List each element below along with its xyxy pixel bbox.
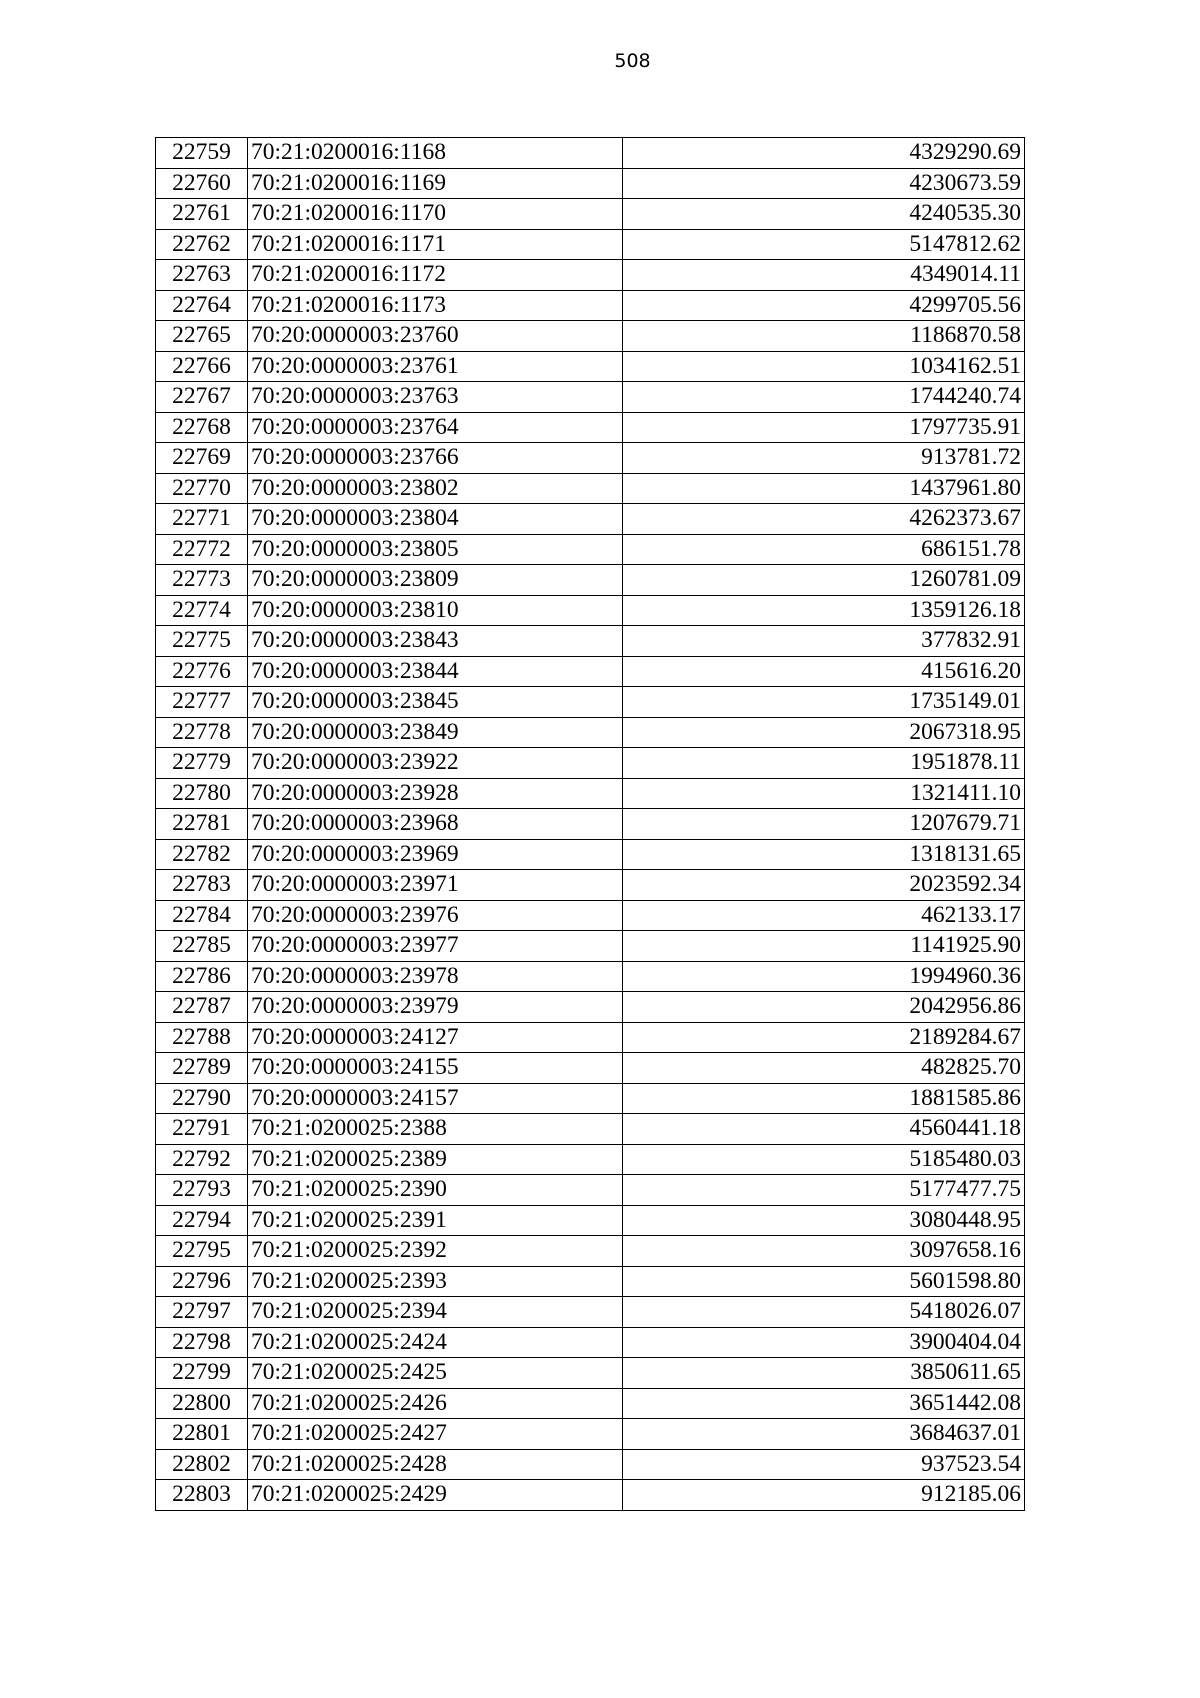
row-number: 22762 [156, 229, 248, 260]
row-number: 22803 [156, 1480, 248, 1511]
cadastral-value: 4299705.56 [623, 290, 1025, 321]
table-row [156, 1175, 1025, 1206]
row-number: 22777 [156, 687, 248, 718]
table-row [156, 656, 1025, 687]
table-row [156, 473, 1025, 504]
row-number: 22769 [156, 443, 248, 474]
cadastral-value: 4349014.11 [623, 260, 1025, 291]
cadastral-value: 1034162.51 [623, 351, 1025, 382]
table-row [156, 839, 1025, 870]
row-number: 22784 [156, 900, 248, 931]
table-row [156, 290, 1025, 321]
cadastral-number: 70:20:0000003:23760 [248, 321, 623, 352]
row-number: 22771 [156, 504, 248, 535]
cadastral-value: 1735149.01 [623, 687, 1025, 718]
cadastral-value: 4262373.67 [623, 504, 1025, 535]
row-number: 22770 [156, 473, 248, 504]
cadastral-value: 1260781.09 [623, 565, 1025, 596]
row-number: 22768 [156, 412, 248, 443]
table-row [156, 1236, 1025, 1267]
cadastral-number: 70:20:0000003:23844 [248, 656, 623, 687]
cadastral-value: 5418026.07 [623, 1297, 1025, 1328]
cadastral-number: 70:21:0200025:2393 [248, 1266, 623, 1297]
cadastral-number: 70:21:0200016:1172 [248, 260, 623, 291]
row-number: 22759 [156, 138, 248, 169]
table-row [156, 961, 1025, 992]
cadastral-value: 2067318.95 [623, 717, 1025, 748]
cadastral-value: 415616.20 [623, 656, 1025, 687]
cadastral-number: 70:20:0000003:23849 [248, 717, 623, 748]
cadastral-value: 4230673.59 [623, 168, 1025, 199]
table-row [156, 534, 1025, 565]
cadastral-number: 70:21:0200025:2429 [248, 1480, 623, 1511]
cadastral-value: 1744240.74 [623, 382, 1025, 413]
row-number: 22795 [156, 1236, 248, 1267]
table-row [156, 809, 1025, 840]
cadastral-value: 1186870.58 [623, 321, 1025, 352]
cadastral-number: 70:21:0200025:2427 [248, 1419, 623, 1450]
cadastral-number: 70:20:0000003:23845 [248, 687, 623, 718]
row-number: 22798 [156, 1327, 248, 1358]
table-body [156, 138, 1025, 1511]
cadastral-value: 1321411.10 [623, 778, 1025, 809]
table-row [156, 1114, 1025, 1145]
cadastral-number: 70:20:0000003:23761 [248, 351, 623, 382]
cadastral-number: 70:21:0200016:1168 [248, 138, 623, 169]
table-row [156, 1480, 1025, 1511]
cadastral-number: 70:21:0200025:2389 [248, 1144, 623, 1175]
table-row [156, 1022, 1025, 1053]
cadastral-value: 1437961.80 [623, 473, 1025, 504]
table-row [156, 443, 1025, 474]
cadastral-number: 70:20:0000003:23978 [248, 961, 623, 992]
cadastral-value: 4240535.30 [623, 199, 1025, 230]
cadastral-value: 3080448.95 [623, 1205, 1025, 1236]
row-number: 22775 [156, 626, 248, 657]
row-number: 22772 [156, 534, 248, 565]
table-row [156, 992, 1025, 1023]
row-number: 22794 [156, 1205, 248, 1236]
table-row [156, 931, 1025, 962]
row-number: 22787 [156, 992, 248, 1023]
row-number: 22782 [156, 839, 248, 870]
cadastral-number: 70:21:0200025:2428 [248, 1449, 623, 1480]
cadastral-value: 2023592.34 [623, 870, 1025, 901]
row-number: 22778 [156, 717, 248, 748]
cadastral-value: 5147812.62 [623, 229, 1025, 260]
table-row [156, 1144, 1025, 1175]
cadastral-number: 70:21:0200016:1171 [248, 229, 623, 260]
cadastral-value: 686151.78 [623, 534, 1025, 565]
cadastral-value: 1881585.86 [623, 1083, 1025, 1114]
row-number: 22801 [156, 1419, 248, 1450]
cadastral-number: 70:20:0000003:23971 [248, 870, 623, 901]
cadastral-value: 462133.17 [623, 900, 1025, 931]
table-row [156, 382, 1025, 413]
cadastral-value: 377832.91 [623, 626, 1025, 657]
table-row [156, 260, 1025, 291]
cadastral-value: 3900404.04 [623, 1327, 1025, 1358]
row-number: 22790 [156, 1083, 248, 1114]
cadastral-value: 1141925.90 [623, 931, 1025, 962]
row-number: 22781 [156, 809, 248, 840]
table-row [156, 1449, 1025, 1480]
cadastral-number: 70:20:0000003:24157 [248, 1083, 623, 1114]
cadastral-value: 1359126.18 [623, 595, 1025, 626]
cadastral-number: 70:21:0200016:1173 [248, 290, 623, 321]
cadastral-number: 70:20:0000003:23976 [248, 900, 623, 931]
row-number: 22774 [156, 595, 248, 626]
row-number: 22792 [156, 1144, 248, 1175]
cadastral-value: 3651442.08 [623, 1388, 1025, 1419]
row-number: 22788 [156, 1022, 248, 1053]
cadastral-number: 70:20:0000003:23809 [248, 565, 623, 596]
cadastral-number: 70:21:0200016:1169 [248, 168, 623, 199]
table-row [156, 1083, 1025, 1114]
cadastral-number: 70:20:0000003:23977 [248, 931, 623, 962]
cadastral-number: 70:20:0000003:23928 [248, 778, 623, 809]
cadastral-number: 70:20:0000003:23804 [248, 504, 623, 535]
table-row [156, 778, 1025, 809]
cadastral-number: 70:21:0200025:2391 [248, 1205, 623, 1236]
row-number: 22802 [156, 1449, 248, 1480]
row-number: 22761 [156, 199, 248, 230]
row-number: 22785 [156, 931, 248, 962]
cadastral-number: 70:20:0000003:23766 [248, 443, 623, 474]
row-number: 22799 [156, 1358, 248, 1389]
table-row [156, 1327, 1025, 1358]
cadastral-number: 70:20:0000003:23764 [248, 412, 623, 443]
cadastral-value: 5601598.80 [623, 1266, 1025, 1297]
row-number: 22764 [156, 290, 248, 321]
cadastral-value: 1994960.36 [623, 961, 1025, 992]
cadastral-value: 3097658.16 [623, 1236, 1025, 1267]
cadastral-number: 70:21:0200025:2394 [248, 1297, 623, 1328]
table-row [156, 138, 1025, 169]
cadastral-value: 912185.06 [623, 1480, 1025, 1511]
cadastral-value: 3850611.65 [623, 1358, 1025, 1389]
table-row [156, 748, 1025, 779]
cadastral-number: 70:21:0200025:2425 [248, 1358, 623, 1389]
table-row [156, 1297, 1025, 1328]
row-number: 22796 [156, 1266, 248, 1297]
table-row [156, 626, 1025, 657]
row-number: 22776 [156, 656, 248, 687]
row-number: 22763 [156, 260, 248, 291]
cadastral-value: 1318131.65 [623, 839, 1025, 870]
table-row [156, 351, 1025, 382]
table-row [156, 1205, 1025, 1236]
row-number: 22800 [156, 1388, 248, 1419]
row-number: 22765 [156, 321, 248, 352]
cadastral-number: 70:21:0200025:2424 [248, 1327, 623, 1358]
cadastral-number: 70:21:0200025:2388 [248, 1114, 623, 1145]
cadastral-number: 70:21:0200025:2392 [248, 1236, 623, 1267]
row-number: 22783 [156, 870, 248, 901]
table-row [156, 1358, 1025, 1389]
cadastral-value: 1951878.11 [623, 748, 1025, 779]
cadastral-value: 4560441.18 [623, 1114, 1025, 1145]
table-row [156, 595, 1025, 626]
table-row [156, 565, 1025, 596]
row-number: 22779 [156, 748, 248, 779]
cadastral-value: 1797735.91 [623, 412, 1025, 443]
cadastral-value: 3684637.01 [623, 1419, 1025, 1450]
cadastral-number: 70:20:0000003:23969 [248, 839, 623, 870]
cadastral-number: 70:20:0000003:23979 [248, 992, 623, 1023]
table-row [156, 168, 1025, 199]
row-number: 22793 [156, 1175, 248, 1206]
row-number: 22767 [156, 382, 248, 413]
table-row [156, 1388, 1025, 1419]
cadastral-value: 5185480.03 [623, 1144, 1025, 1175]
cadastral-number: 70:20:0000003:23843 [248, 626, 623, 657]
cadastral-number: 70:20:0000003:24155 [248, 1053, 623, 1084]
page-number: 508 [614, 50, 651, 72]
table-row [156, 717, 1025, 748]
cadastral-value: 4329290.69 [623, 138, 1025, 169]
row-number: 22797 [156, 1297, 248, 1328]
table-row [156, 321, 1025, 352]
cadastral-number: 70:21:0200025:2390 [248, 1175, 623, 1206]
cadastral-value: 482825.70 [623, 1053, 1025, 1084]
row-number: 22786 [156, 961, 248, 992]
cadastral-value: 2189284.67 [623, 1022, 1025, 1053]
cadastral-number: 70:21:0200016:1170 [248, 199, 623, 230]
cadastral-value: 937523.54 [623, 1449, 1025, 1480]
cadastral-value: 913781.72 [623, 443, 1025, 474]
row-number: 22760 [156, 168, 248, 199]
table-row [156, 1419, 1025, 1450]
cadastral-number: 70:20:0000003:23922 [248, 748, 623, 779]
cadastral-value: 2042956.86 [623, 992, 1025, 1023]
cadastral-number: 70:20:0000003:23802 [248, 473, 623, 504]
cadastral-value: 1207679.71 [623, 809, 1025, 840]
row-number: 22766 [156, 351, 248, 382]
cadastral-number: 70:21:0200025:2426 [248, 1388, 623, 1419]
row-number: 22773 [156, 565, 248, 596]
table-row [156, 870, 1025, 901]
row-number: 22789 [156, 1053, 248, 1084]
table-row [156, 412, 1025, 443]
table-row [156, 687, 1025, 718]
row-number: 22791 [156, 1114, 248, 1145]
row-number: 22780 [156, 778, 248, 809]
cadastral-number: 70:20:0000003:23810 [248, 595, 623, 626]
table-row [156, 199, 1025, 230]
cadastral-number: 70:20:0000003:23763 [248, 382, 623, 413]
table-row [156, 229, 1025, 260]
cadastral-number: 70:20:0000003:23805 [248, 534, 623, 565]
table-row [156, 1053, 1025, 1084]
table-row [156, 1266, 1025, 1297]
cadastre-value-table [155, 137, 1025, 1511]
cadastral-number: 70:20:0000003:23968 [248, 809, 623, 840]
table-row [156, 504, 1025, 535]
cadastral-value: 5177477.75 [623, 1175, 1025, 1206]
cadastral-number: 70:20:0000003:24127 [248, 1022, 623, 1053]
table-row [156, 900, 1025, 931]
